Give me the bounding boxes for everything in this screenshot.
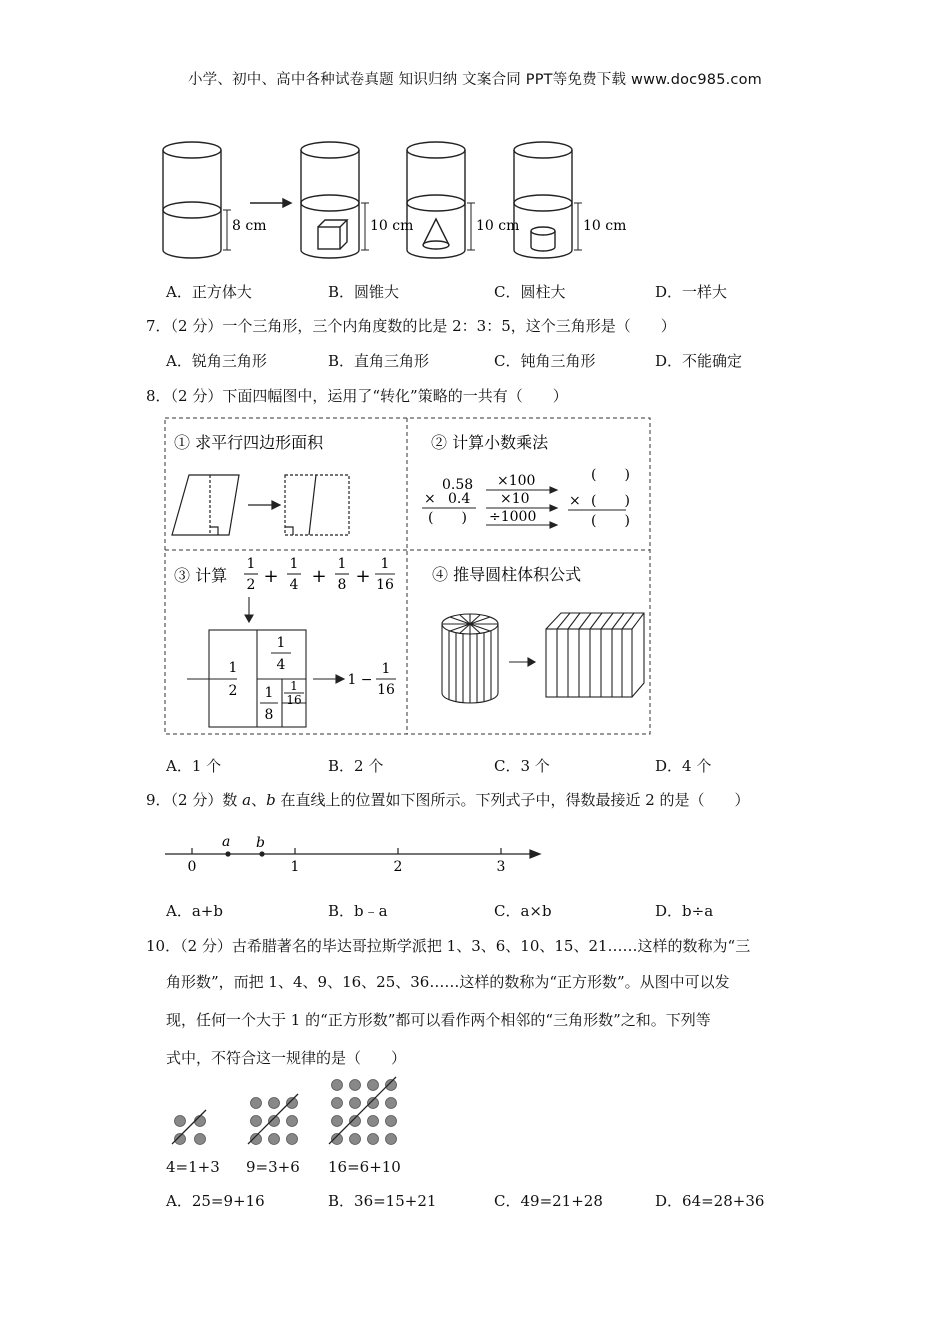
- q7-option-d[interactable]: D．不能确定: [655, 352, 743, 370]
- q6-label-3: 10 cm: [476, 218, 520, 234]
- quarter-num: 1: [276, 635, 286, 651]
- quarter-den: 4: [276, 657, 286, 673]
- half-num: 1: [228, 660, 238, 676]
- frac-num: 1: [337, 556, 347, 572]
- q6-label-2: 10 cm: [370, 218, 414, 234]
- q10-option-c[interactable]: C．49=21+28: [494, 1192, 603, 1210]
- q8-p2-rx: ×: [569, 493, 581, 509]
- q9-option-c[interactable]: C．a×b: [494, 902, 552, 920]
- eighth-den: 8: [264, 707, 274, 723]
- tick-label-2: 2: [393, 859, 403, 875]
- q9-option-a[interactable]: A．a+b: [166, 902, 223, 920]
- q7-stem: 7．（2 分）一个三角形，三个内角度数的比是 2：3：5，这个三角形是（ ）: [146, 317, 676, 335]
- q8-p2-b: 0.4: [448, 491, 471, 507]
- q8-p2-times: ×: [424, 491, 436, 507]
- q6-option-b[interactable]: B．圆锥大: [328, 283, 400, 301]
- q7-option-b[interactable]: B．直角三角形: [328, 352, 430, 370]
- q9-stem-pre: 9．（2 分）数: [146, 791, 243, 809]
- q8-p2-a: 0.58: [442, 477, 474, 493]
- q8-option-c[interactable]: C．3 个: [494, 757, 550, 775]
- q8-p2-r1: ( ): [591, 467, 630, 483]
- q7-option-c[interactable]: C．钝角三角形: [494, 352, 596, 370]
- q8-p2-blank: ( ): [428, 510, 467, 526]
- q10-option-a[interactable]: A．25=9+16: [166, 1192, 265, 1210]
- q10-line-3: 现，任何一个大于 1 的“正方形数”都可以看作两个相邻的“三角形数”之和。下列等: [166, 1011, 711, 1029]
- q8-option-a[interactable]: A．1 个: [166, 757, 222, 775]
- q8-p2-op1: ×100: [497, 473, 536, 489]
- q8-option-b[interactable]: B．2 个: [328, 757, 384, 775]
- q10-line-2: 角形数”，而把 1、4、9、16、25、36……这样的数称为“正方形数”。从图中可以发: [166, 973, 730, 991]
- q8-panel3-prefix: ③ 计算: [174, 566, 228, 585]
- frac-den: 8: [337, 577, 347, 593]
- result-den: 16: [377, 682, 395, 698]
- q8-strategy-figure: [164, 417, 652, 737]
- frac-num: 1: [246, 556, 256, 572]
- point-b: [259, 851, 264, 856]
- frac-num: 1: [289, 556, 299, 572]
- plus-sign: +: [311, 566, 327, 587]
- q9-var-b: b: [266, 791, 276, 809]
- frac-den: 16: [376, 577, 394, 593]
- q8-panel4-title: ④ 推导圆柱体积公式: [432, 565, 582, 584]
- result-num: 1: [381, 661, 391, 677]
- q6-label-1: 8 cm: [232, 218, 267, 234]
- q8-p2-op2: ×10: [500, 491, 530, 507]
- page-header: 小学、初中、高中各种试卷真题 知识归纳 文案合同 PPT等免费下载 www.doc985.com: [187, 72, 763, 88]
- q6-option-a[interactable]: A．正方体大: [166, 283, 252, 301]
- q9-var-a: a: [242, 791, 252, 809]
- eighth-num: 1: [264, 685, 274, 701]
- q10-line-4: 式中，不符合这一规律的是（ ）: [166, 1049, 407, 1067]
- q8-panel2-title: ② 计算小数乘法: [431, 433, 549, 452]
- result-prefix: 1 −: [347, 672, 373, 688]
- q6-option-c[interactable]: C．圆柱大: [494, 283, 566, 301]
- q10-caption-3: 16=6+10: [328, 1158, 401, 1176]
- q10-line-1: 10．（2 分）古希腊著名的毕达哥拉斯学派把 1、3、6、10、15、21……这样的数称为“三: [146, 937, 751, 955]
- q9-option-b[interactable]: B．b﹣a: [328, 902, 388, 920]
- q9-sep: 、: [251, 791, 267, 809]
- q8-stem: 8．（2 分）下面四幅图中，运用了“转化”策略的一共有（ ）: [146, 387, 568, 405]
- q6-option-d[interactable]: D．一样大: [655, 283, 728, 301]
- frac-den: 4: [289, 577, 299, 593]
- q9-stem: [146, 790, 750, 810]
- point-b-label: b: [256, 835, 265, 851]
- plus-sign: +: [355, 566, 371, 587]
- q10-caption-1: 4=1+3: [166, 1158, 220, 1176]
- q9-stem-post: 在直线上的位置如下图所示。下列式子中，得数最接近 2 的是（ ）: [275, 791, 750, 809]
- tick-label-0: 0: [187, 859, 197, 875]
- q6-label-4: 10 cm: [583, 218, 627, 234]
- q6-cylinders-figure: [155, 135, 645, 265]
- point-a-label: a: [222, 834, 231, 850]
- frac-den: 2: [246, 577, 256, 593]
- sixteenth-den: 16: [286, 693, 302, 707]
- q9-number-line: [160, 830, 550, 878]
- q10-caption-2: 9=3+6: [246, 1158, 300, 1176]
- q8-option-d[interactable]: D．4 个: [655, 757, 712, 775]
- q9-option-d[interactable]: D．b÷a: [655, 902, 714, 920]
- q8-p2-r3: ( ): [591, 513, 630, 529]
- q8-panel1-title: ① 求平行四边形面积: [174, 433, 324, 452]
- q10-dot-figure: [160, 1076, 420, 1146]
- point-a: [225, 851, 230, 856]
- half-den: 2: [228, 683, 238, 699]
- q10-option-b[interactable]: B．36=15+21: [328, 1192, 437, 1210]
- q10-option-d[interactable]: D．64=28+36: [655, 1192, 765, 1210]
- q8-p2-op3: ÷1000: [489, 509, 537, 525]
- q8-p2-r2: ( ): [591, 493, 630, 509]
- frac-num: 1: [380, 556, 390, 572]
- tick-label-3: 3: [496, 859, 506, 875]
- sixteenth-num: 1: [290, 679, 298, 693]
- tick-label-1: 1: [290, 859, 300, 875]
- q7-option-a[interactable]: A．锐角三角形: [166, 352, 267, 370]
- plus-sign: +: [263, 566, 279, 587]
